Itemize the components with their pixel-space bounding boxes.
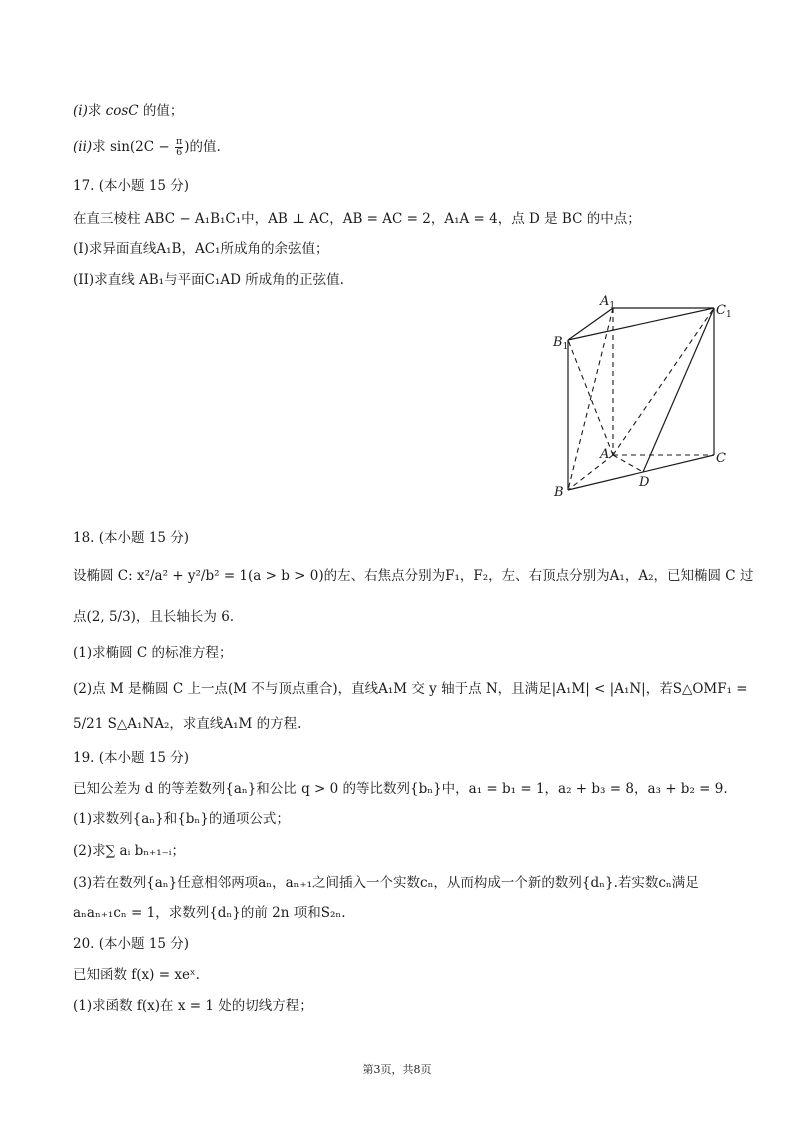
q19-stem: 已知公差为 d 的等差数列{aₙ}和公比 q > 0 的等比数列{bₙ}中，a₁ = b₁ = 1，a₂ + b₃ = 8，a₃ + b₂ = 9. bbox=[73, 781, 728, 797]
q20-stem: 已知函数 f(x) = xeˣ. bbox=[73, 967, 200, 983]
pi-over-six-fraction: $\frac{\pi}{6}$ bbox=[175, 136, 183, 158]
q17-part1: (I)求异面直线A₁B，AC₁所成角的余弦值； bbox=[73, 241, 329, 257]
label-b1: $B_1$ bbox=[553, 335, 569, 352]
q16-part-i: (i)求 cosC 的值； bbox=[73, 103, 184, 119]
q18-part2-a: (2)点 M 是椭圆 C 上一点(M 不与顶点重合)，直线A₁M 交 y 轴于点 N，且满足|A₁M| < |A₁N|，若S△OMF₁ = bbox=[73, 681, 748, 697]
q16-part-ii: (ii)求 sin(2C − $\frac{\pi}{6}$ )的值. bbox=[73, 136, 221, 158]
prism-figure bbox=[548, 288, 748, 500]
q19-part1: (1)求数列{aₙ}和{bₙ}的通项公式； bbox=[73, 811, 290, 827]
label-a1: $A_1$ bbox=[600, 294, 616, 311]
edge-a-c1 bbox=[613, 308, 714, 455]
label-c: C bbox=[716, 451, 726, 466]
q19-part3-b: aₙaₙ₊₁cₙ = 1，求数列{dₙ}的前 2n 项和S₂ₙ. bbox=[73, 905, 346, 921]
q19-part3-a: (3)若在数列{aₙ}任意相邻两项aₙ，aₙ₊₁之间插入一个实数cₙ，从而构成一个新的数列{dₙ}.若实数cₙ满足 bbox=[73, 875, 699, 891]
q16-ii-label: (ii) bbox=[73, 139, 93, 155]
q16-i-label: (i) bbox=[73, 103, 88, 119]
page-footer: 第3页，共8页 bbox=[362, 1063, 432, 1076]
q19-header: 19. (本小题 15 分) bbox=[73, 750, 190, 766]
label-d: D bbox=[639, 475, 650, 490]
edge-c1-d bbox=[643, 308, 714, 472]
label-a: A bbox=[600, 447, 610, 462]
q17-header: 17. (本小题 15 分) bbox=[73, 178, 190, 194]
edge-a-d bbox=[613, 455, 643, 472]
label-c1: $C_1$ bbox=[716, 303, 732, 320]
q20-header: 20. (本小题 15 分) bbox=[73, 936, 190, 952]
q18-header: 18. (本小题 15 分) bbox=[73, 530, 190, 546]
q18-part2-b: 5/21 S△A₁NA₂，求直线A₁M 的方程. bbox=[73, 716, 302, 732]
q17-stem: 在直三棱柱 ABC − A₁B₁C₁中，AB ⊥ AC，AB = AC = 2，A₁A = 4，点 D 是 BC 的中点； bbox=[73, 211, 641, 227]
q18-stem-a: 设椭圆 C: x²/a² + y²/b² = 1(a > b > 0)的左、右焦点分别为F₁，F₂，左、右顶点分别为A₁，A₂，已知椭圆 C 过 bbox=[73, 568, 754, 584]
q17-part2: (II)求直线 AB₁与平面C₁AD 所成角的正弦值. bbox=[73, 272, 344, 288]
q18-stem-b: 点(2, 5/3)，且长轴长为 6. bbox=[73, 609, 235, 625]
q20-part1: (1)求函数 f(x)在 x = 1 处的切线方程； bbox=[73, 998, 313, 1014]
label-b: B bbox=[554, 485, 564, 500]
q18-part1: (1)求椭圆 C 的标准方程； bbox=[73, 645, 233, 661]
q19-part2: (2)求∑ aᵢ bₙ₊₁₋ᵢ； bbox=[73, 843, 185, 859]
